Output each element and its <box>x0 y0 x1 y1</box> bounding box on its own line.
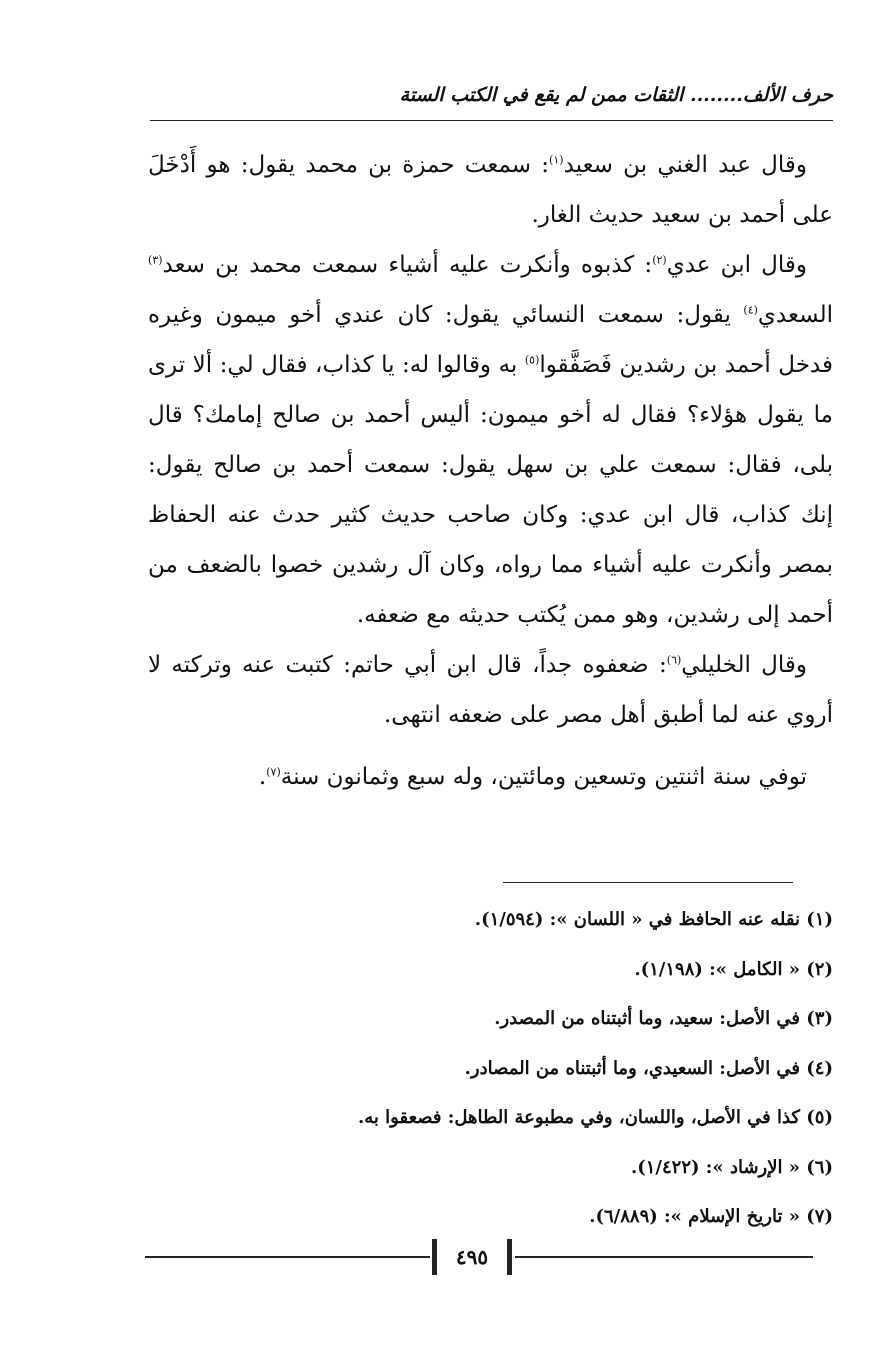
paragraph-3 <box>148 640 833 740</box>
footnote-ref-7: (٧) <box>266 765 281 779</box>
footnote-2: (٢) « الكامل »: (١/١٩٨). <box>634 958 833 980</box>
paragraph-4-end: . <box>258 764 267 790</box>
footnote-1: (١) نقله عنه الحافظ في « اللسان »: (١/٥٩٤). <box>474 909 833 930</box>
footnote-ref-4: (٤) <box>743 303 758 317</box>
footnote-ref-5: (٥) <box>524 353 540 367</box>
footnote-6: (٦) « الإرشاد »: (١/٤٢٢). <box>630 1156 833 1178</box>
footnote-ref-1: (١) <box>549 153 564 167</box>
header-chapter: حرف الألف <box>742 84 833 106</box>
footnote-4: (٤) في الأصل: السعيدي، وما أثبتناه من المصادر. <box>464 1057 833 1079</box>
header-book-title: الثقات ممن لم يقع في الكتب الستة <box>399 84 684 106</box>
footnote-7: (٧) « تاريخ الإسلام »: (٦/٨٨٩). <box>589 1206 833 1227</box>
paragraph-4 <box>148 752 833 802</box>
main-text <box>148 140 833 802</box>
footnote-separator <box>503 882 793 883</box>
footnote-ref-3: (٣) <box>148 253 163 267</box>
running-header <box>150 84 833 118</box>
page-number: ٤٩٥ <box>432 1239 512 1275</box>
footnote-5: (٥) كذا في الأصل، واللسان، وفي مطبوعة الطاهل: فصعقوا به. <box>357 1107 833 1128</box>
paragraph-1-cont: : سمعت حمزة بن محمد يقول: هو أَدْخَلَ على أحمد بن سعيد حديث الغار. <box>148 152 833 228</box>
paragraph-3-text-b: : ضعفوه جداً، قال ابن أبي حاتم: كتبت عنه وتركته لا أروي عنه لما أطبق أهل مصر على ضعفه انتهى. <box>148 652 833 728</box>
paragraph-2-text-e: به وقالوا له: يا كذاب، فقال لي: ألا ترى ما يقول هؤلاء؟ فقال له أخو ميمون: أليس أحمد بن صالح إمامك؟ قال بلى، فقال: سمعت علي بن سهل يقول: سمعت أحمد بن صالح يقول: إنك كذاب، قال ابن عدي: وكان صاحب حديث كثير حدث عنه الحفاظ بمصر وأنكرت عليه أشياء مما رواه، وكان آل رشدين خصوا بالضعف من أحمد إلى رشدين، وهو ممن يُكتب حديثه مع ضعفه. <box>148 352 833 628</box>
paragraph-4-text: توفي سنة اثنتين وتسعين ومائتين، وله سبع وثمانون سنة <box>280 764 807 790</box>
footnotes <box>148 895 833 1242</box>
header-rule <box>150 120 833 121</box>
paragraph-2 <box>148 240 833 640</box>
paragraph-2-text-d: يقول: سمعت النسائي يقول: كان عندي أخو ميمون وغيره فدخل أحمد بن رشدين فَصَفَّقوا <box>148 302 833 378</box>
footer-rule-left <box>145 1256 430 1258</box>
header-dots: ........ <box>689 84 743 106</box>
paragraph-2-text-c: السعدي <box>757 302 833 328</box>
paragraph-1 <box>148 140 833 240</box>
paragraph-1-text: وقال عبد الغني بن سعيد <box>563 152 807 178</box>
footnote-ref-6: (٦) <box>666 653 682 667</box>
paragraph-3-text-a: وقال الخليلي <box>681 652 807 678</box>
footnote-3: (٣) في الأصل: سعيد، وما أثبتناه من المصدر. <box>494 1008 833 1029</box>
footnote-ref-2: (٢) <box>652 253 667 267</box>
footer-rule-right <box>515 1256 813 1258</box>
paragraph-2-text-a: وقال ابن عدي <box>666 252 807 278</box>
paragraph-2-text-b: : كذبوه وأنكرت عليه أشياء سمعت محمد بن سعد <box>162 252 653 278</box>
